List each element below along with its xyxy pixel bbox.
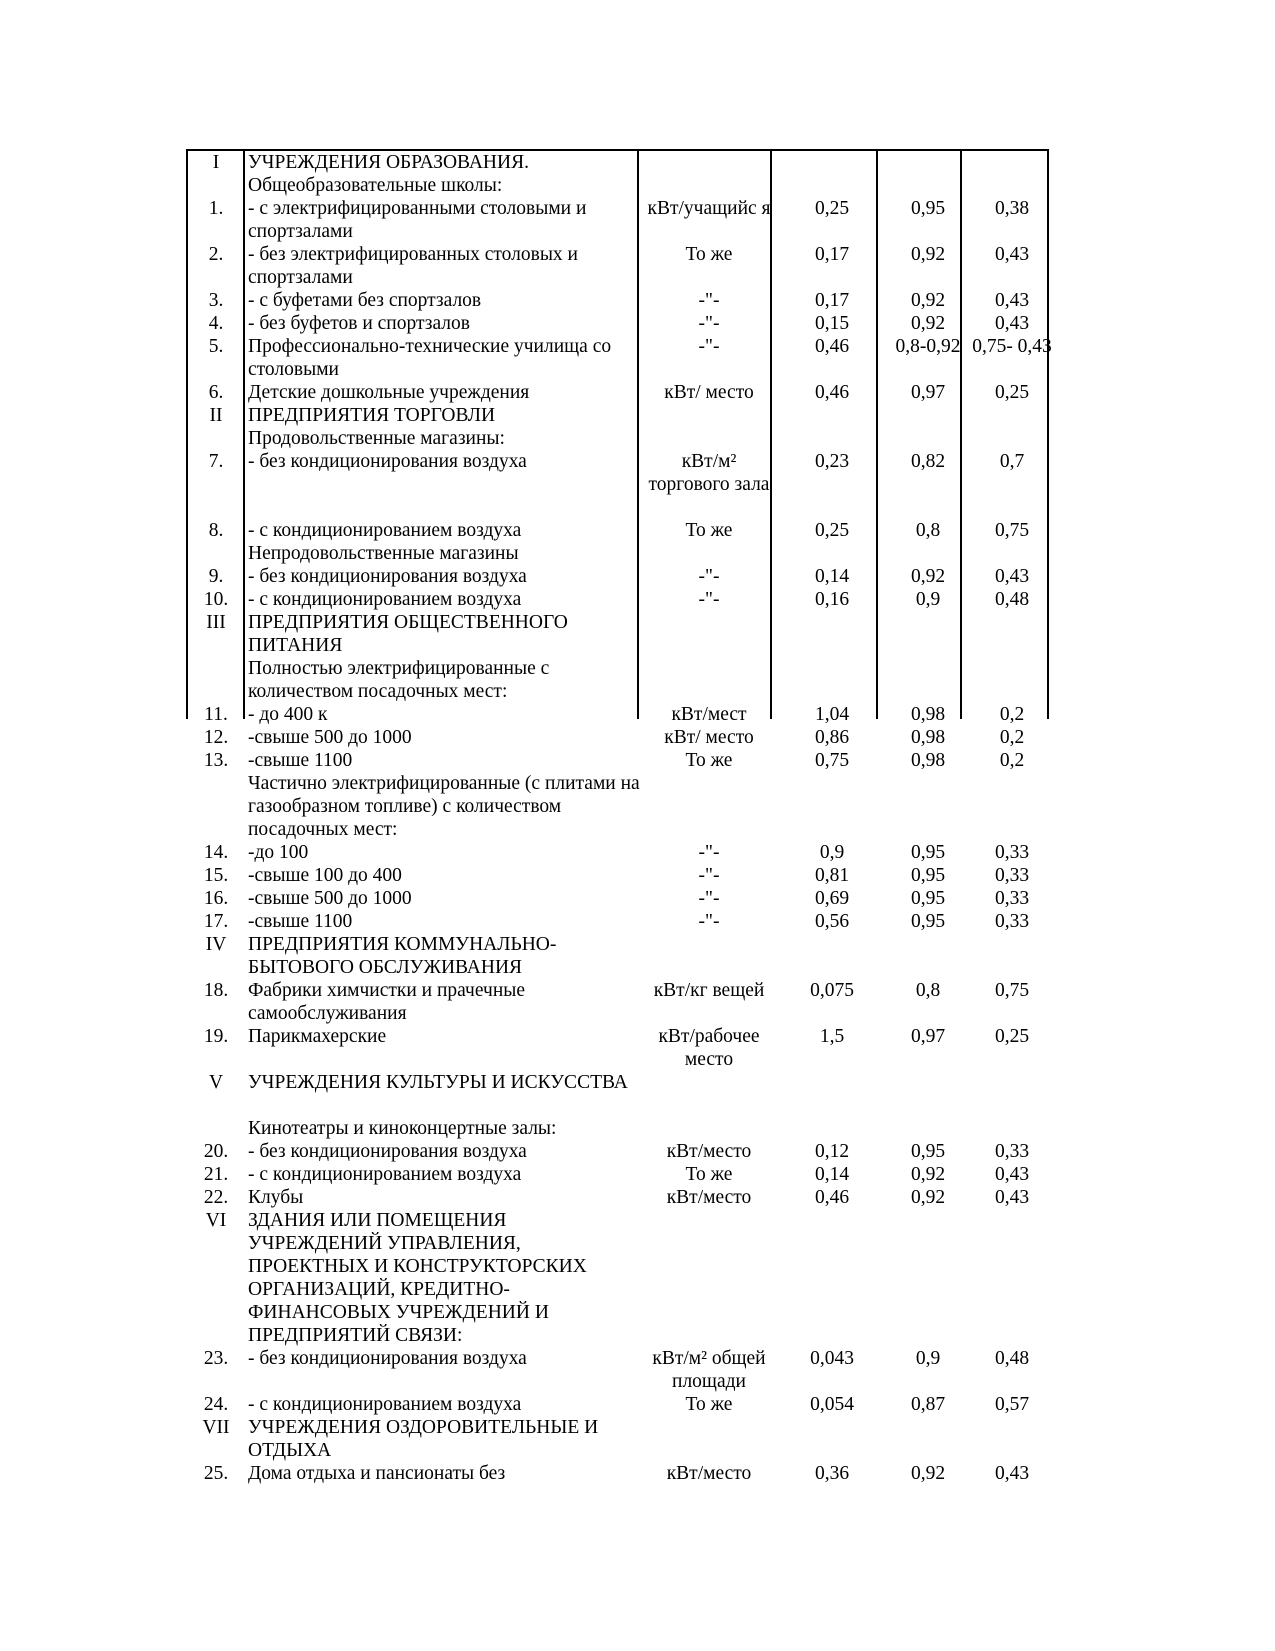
row-number: 6. (208, 382, 224, 403)
row-title: Кинотеатры и киноконцертные залы: (248, 1118, 557, 1139)
row-tg-phi: 0,43 (994, 244, 1030, 265)
row-cos-phi: 0,8 (915, 520, 941, 541)
row-unit: кВт/место (666, 1187, 752, 1208)
row-cos-phi: 0,95 (910, 842, 946, 863)
row-tg-phi: 0,33 (994, 842, 1030, 863)
row-unit: -"- (698, 290, 720, 311)
row-title: -свыше 500 до 1000 (248, 727, 412, 748)
row-specific-load: 0,075 (810, 980, 854, 1001)
row-title: Клубы (248, 1187, 304, 1208)
row-specific-load: 0,23 (814, 451, 850, 472)
row-number: 5. (208, 336, 224, 357)
row-number: V (208, 1072, 224, 1093)
row-specific-load: 0,81 (814, 865, 850, 886)
row-tg-phi: 0,75- 0,43 (972, 336, 1052, 357)
row-tg-phi: 0,75 (994, 520, 1030, 541)
row-number: 22. (203, 1187, 229, 1208)
row-title: УЧРЕЖДЕНИЯ КУЛЬТУРЫ И ИСКУССТВА (248, 1072, 628, 1093)
row-title: Фабрики химчистки и прачечные самообслуживания (248, 980, 526, 1024)
row-tg-phi: 0,43 (994, 566, 1030, 587)
row-title: Детские дошкольные учреждения (248, 382, 530, 403)
row-unit: кВт/учащийс я (647, 198, 771, 219)
row-unit: -"- (698, 589, 720, 610)
row-title: - с кондиционированием воздуха (248, 1164, 522, 1185)
row-unit: кВт/м² торгового зала (648, 451, 770, 495)
row-unit: кВт/ место (664, 727, 754, 748)
row-cos-phi: 0,92 (910, 1164, 946, 1185)
row-specific-load: 0,86 (814, 727, 850, 748)
row-title: -свыше 1100 (248, 911, 353, 932)
row-unit: То же (685, 520, 733, 541)
row-title: Парикмахерские (248, 1026, 387, 1047)
row-title: - с кондиционированием воздуха (248, 520, 522, 541)
row-specific-load: 0,054 (810, 1394, 854, 1415)
row-tg-phi: 0,48 (994, 589, 1030, 610)
row-unit: кВт/место (666, 1463, 752, 1484)
row-number: 13. (203, 750, 229, 771)
row-number: 19. (203, 1026, 229, 1047)
row-title: ПРЕДПРИЯТИЯ КОММУНАЛЬНО-БЫТОВОГО ОБСЛУЖИВАНИЯ (248, 934, 557, 978)
row-number: VII (202, 1417, 230, 1438)
row-unit: кВт/место (666, 1141, 752, 1162)
row-number: I (212, 152, 220, 173)
row-title: Дома отдыха и пансионаты без (248, 1463, 506, 1484)
row-cos-phi: 0,87 (910, 1394, 946, 1415)
row-number: 4. (208, 313, 224, 334)
row-specific-load: 0,16 (814, 589, 850, 610)
row-tg-phi: 0,33 (994, 1141, 1030, 1162)
row-title: ПРЕДПРИЯТИЯ ТОРГОВЛИ (248, 405, 496, 426)
row-unit: кВт/м² общей площади (652, 1348, 766, 1392)
row-unit: -"- (698, 888, 720, 909)
row-number: 9. (208, 566, 224, 587)
row-unit: кВт/мест (671, 704, 747, 725)
row-number: 11. (204, 704, 228, 725)
row-tg-phi: 0,43 (994, 313, 1030, 334)
row-tg-phi: 0,43 (994, 1463, 1030, 1484)
row-title: -свыше 100 до 400 (248, 865, 402, 886)
row-number: 23. (203, 1348, 229, 1369)
row-title: Непродовольственные магазины (248, 543, 519, 564)
row-cos-phi: 0,92 (910, 313, 946, 334)
row-tg-phi: 0,43 (994, 290, 1030, 311)
row-tg-phi: 0,57 (994, 1394, 1030, 1415)
row-title: - без буфетов и спортзалов (248, 313, 470, 334)
row-title: ЗДАНИЯ ИЛИ ПОМЕЩЕНИЯ УЧРЕЖДЕНИЙ УПРАВЛЕНИЯ, ПРОЕКТНЫХ И КОНСТРУКТОРСКИХ ОРГАНИЗАЦИЙ, КРЕДИТНО-ФИНАНСОВЫХ УЧРЕЖДЕНИЙ И ПРЕДПРИЯТИЙ СВЯЗИ: (248, 1210, 587, 1346)
row-specific-load: 0,14 (814, 1164, 850, 1185)
row-specific-load: 0,17 (814, 244, 850, 265)
column-divider (960, 149, 962, 719)
row-cos-phi: 0,92 (910, 244, 946, 265)
row-specific-load: 0,25 (814, 198, 850, 219)
row-number: VI (205, 1210, 227, 1231)
row-number: 7. (208, 451, 224, 472)
row-number: III (206, 612, 226, 633)
row-cos-phi: 0,95 (910, 888, 946, 909)
row-specific-load: 1,04 (814, 704, 850, 725)
row-unit: То же (685, 1164, 733, 1185)
row-title: -до 100 (248, 842, 309, 863)
row-title: Общеобразовательные школы: (248, 175, 503, 196)
row-specific-load: 0,46 (814, 336, 850, 357)
row-tg-phi: 0,33 (994, 911, 1030, 932)
row-title: - с электрифицированными столовыми и спортзалами (248, 198, 587, 242)
row-tg-phi: 0,43 (994, 1164, 1030, 1185)
row-number: 8. (208, 520, 224, 541)
row-unit: -"- (698, 336, 720, 357)
row-unit: То же (685, 1394, 733, 1415)
row-title: - без электрифицированных столовых и спортзалами (248, 244, 578, 288)
row-unit: -"- (698, 865, 720, 886)
row-cos-phi: 0,95 (910, 198, 946, 219)
row-specific-load: 0,46 (814, 1187, 850, 1208)
row-specific-load: 0,15 (814, 313, 850, 334)
row-title: -свыше 1100 (248, 750, 353, 771)
row-cos-phi: 0,92 (910, 290, 946, 311)
row-title: - без кондиционирования воздуха (248, 1141, 527, 1162)
row-cos-phi: 0,98 (910, 704, 946, 725)
row-number: 21. (203, 1164, 229, 1185)
column-divider (770, 149, 772, 719)
row-specific-load: 0,9 (819, 842, 845, 863)
row-cos-phi: 0,98 (910, 750, 946, 771)
row-title: Продовольственные магазины: (248, 428, 505, 449)
row-tg-phi: 0,2 (999, 750, 1025, 771)
row-specific-load: 0,043 (810, 1348, 854, 1369)
row-number: 12. (203, 727, 229, 748)
row-title: - с кондиционированием воздуха (248, 1394, 522, 1415)
row-unit: -"- (698, 911, 720, 932)
row-number: IV (205, 934, 227, 955)
row-unit: То же (685, 244, 733, 265)
row-title: ПРЕДПРИЯТИЯ ОБЩЕСТВЕННОГО ПИТАНИЯ (248, 612, 568, 656)
row-tg-phi: 0,38 (994, 198, 1030, 219)
row-cos-phi: 0,97 (910, 1026, 946, 1047)
row-unit: То же (685, 750, 733, 771)
row-title: - без кондиционирования воздуха (248, 566, 527, 587)
row-number: 17. (203, 911, 229, 932)
row-unit: -"- (698, 566, 720, 587)
row-title: - с кондиционированием воздуха (248, 589, 522, 610)
row-tg-phi: 0,75 (994, 980, 1030, 1001)
row-tg-phi: 0,7 (999, 451, 1025, 472)
row-cos-phi: 0,8-0,92 (895, 336, 961, 357)
row-cos-phi: 0,92 (910, 1187, 946, 1208)
row-title: -свыше 500 до 1000 (248, 888, 412, 909)
row-cos-phi: 0,82 (910, 451, 946, 472)
row-title: - без кондиционирования воздуха (248, 1348, 527, 1369)
row-title: Частично электрифицированные (с плитами на газообразном топливе) с количеством посадочных мест: (248, 773, 640, 840)
row-specific-load: 0,69 (814, 888, 850, 909)
row-specific-load: 0,12 (814, 1141, 850, 1162)
row-specific-load: 0,14 (814, 566, 850, 587)
row-unit: -"- (698, 313, 720, 334)
row-unit: -"- (698, 842, 720, 863)
row-unit: кВт/ место (664, 382, 754, 403)
row-number: 15. (203, 865, 229, 886)
row-title: - до 400 к (248, 704, 328, 725)
row-cos-phi: 0,95 (910, 1141, 946, 1162)
row-specific-load: 0,56 (814, 911, 850, 932)
row-specific-load: 0,17 (814, 290, 850, 311)
row-tg-phi: 0,43 (994, 1187, 1030, 1208)
row-tg-phi: 0,25 (994, 382, 1030, 403)
row-number: 18. (203, 980, 229, 1001)
row-specific-load: 1,5 (819, 1026, 845, 1047)
row-unit: кВт/кг вещей (653, 980, 765, 1001)
row-specific-load: 0,46 (814, 382, 850, 403)
row-number: II (209, 405, 223, 426)
row-number: 24. (203, 1394, 229, 1415)
row-tg-phi: 0,33 (994, 888, 1030, 909)
row-cos-phi: 0,98 (910, 727, 946, 748)
row-number: 16. (203, 888, 229, 909)
row-title: УЧРЕЖДЕНИЯ ОЗДОРОВИТЕЛЬНЫЕ И ОТДЫХА (248, 1417, 599, 1461)
row-number: 3. (208, 290, 224, 311)
row-title: - с буфетами без спортзалов (248, 290, 482, 311)
row-number: 2. (208, 244, 224, 265)
row-number: 20. (203, 1141, 229, 1162)
row-specific-load: 0,25 (814, 520, 850, 541)
row-number: 10. (203, 589, 229, 610)
row-tg-phi: 0,2 (999, 727, 1025, 748)
row-cos-phi: 0,9 (915, 1348, 941, 1369)
column-divider (876, 149, 878, 719)
row-cos-phi: 0,97 (910, 382, 946, 403)
row-tg-phi: 0,33 (994, 865, 1030, 886)
column-divider (1047, 149, 1049, 719)
row-title: Профессионально-технические училища со столовыми (248, 336, 612, 380)
row-title: - без кондиционирования воздуха (248, 451, 527, 472)
row-cos-phi: 0,92 (910, 566, 946, 587)
row-number: 14. (203, 842, 229, 863)
row-cos-phi: 0,92 (910, 1463, 946, 1484)
row-tg-phi: 0,2 (999, 704, 1025, 725)
row-number: 1. (208, 198, 224, 219)
row-specific-load: 0,75 (814, 750, 850, 771)
row-tg-phi: 0,48 (994, 1348, 1030, 1369)
row-title: Полностью электрифицированные с количеством посадочных мест: (248, 658, 550, 702)
row-cos-phi: 0,9 (915, 589, 941, 610)
row-cos-phi: 0,95 (910, 911, 946, 932)
row-specific-load: 0,36 (814, 1463, 850, 1484)
row-cos-phi: 0,8 (915, 980, 941, 1001)
row-title: УЧРЕЖДЕНИЯ ОБРАЗОВАНИЯ. (248, 152, 529, 173)
row-cos-phi: 0,95 (910, 865, 946, 886)
row-tg-phi: 0,25 (994, 1026, 1030, 1047)
row-unit: кВт/рабочее место (658, 1026, 760, 1070)
row-number: 25. (203, 1463, 229, 1484)
